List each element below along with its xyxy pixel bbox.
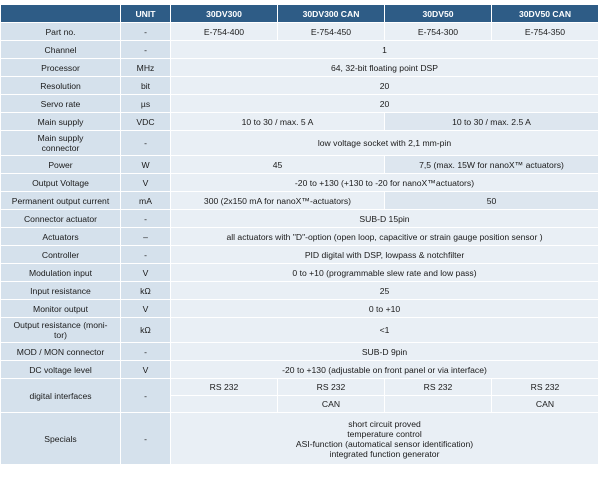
- row-label: Controller: [1, 246, 121, 264]
- output-current-30dv300: 300 (2x150 mA for nanoX™-actuators): [171, 192, 385, 210]
- part-no-30dv300-can: E-754-450: [278, 23, 385, 41]
- row-unit: V: [121, 174, 171, 192]
- label-line: Main supply: [37, 133, 84, 143]
- row-unit: -: [121, 379, 171, 413]
- specials-list: [171, 413, 599, 465]
- header-model-30dv50-can: 30DV50 CAN: [492, 5, 599, 23]
- row-specials: [1, 413, 599, 465]
- row-unit: VDC: [121, 113, 171, 131]
- part-no-30dv50-can: E-754-350: [492, 23, 599, 41]
- row-label: Connector actuator: [1, 210, 121, 228]
- row-label: Modulation input: [1, 264, 121, 282]
- row-power: [1, 156, 599, 174]
- row-unit: mA: [121, 192, 171, 210]
- row-connector-actuator: [1, 210, 599, 228]
- row-unit: kΩ: [121, 282, 171, 300]
- power-30dv50: 7,5 (max. 15W for nanoX™ actuators): [385, 156, 599, 174]
- label-line: connector: [41, 143, 80, 153]
- row-unit: -: [121, 23, 171, 41]
- row-value: <1: [171, 318, 599, 343]
- row-value: PID digital with DSP, lowpass & notchfilter: [171, 246, 599, 264]
- specials-item: integrated function generator: [329, 448, 440, 459]
- row-label: Processor: [1, 59, 121, 77]
- header-model-30dv50: 30DV50: [385, 5, 492, 23]
- row-value: -20 to +130 (adjustable on front panel or via interface): [171, 361, 599, 379]
- row-permanent-output-current: [1, 192, 599, 210]
- row-label: Power: [1, 156, 121, 174]
- row-value: 0 to +10 (programmable slew rate and low pass): [171, 264, 599, 282]
- row-label: Output Voltage: [1, 174, 121, 192]
- specials-item: short circuit proved: [348, 418, 421, 429]
- row-monitor-output: [1, 300, 599, 318]
- header-model-30dv300-can: 30DV300 CAN: [278, 5, 385, 23]
- row-unit: -: [121, 343, 171, 361]
- row-label: Resolution: [1, 77, 121, 95]
- row-label: digital interfaces: [1, 379, 121, 413]
- row-label: [1, 131, 121, 156]
- part-no-30dv300: E-754-400: [171, 23, 278, 41]
- row-output-resistance: [1, 318, 599, 343]
- row-resolution: [1, 77, 599, 95]
- row-value: all actuators with "D"-option (open loop, capacitive or strain gauge position sensor ): [171, 228, 599, 246]
- row-label: Specials: [1, 413, 121, 465]
- label-line: Output resistance (moni-: [13, 320, 108, 330]
- row-unit: W: [121, 156, 171, 174]
- row-channel: [1, 41, 599, 59]
- specials-item: temperature control: [347, 428, 422, 439]
- row-unit: -: [121, 41, 171, 59]
- can-30dv300-can: CAN: [278, 396, 385, 413]
- output-current-30dv50: 50: [385, 192, 599, 210]
- rs232-30dv300: RS 232: [171, 379, 278, 396]
- main-supply-30dv300: 10 to 30 / max. 5 A: [171, 113, 385, 131]
- row-label: Main supply: [1, 113, 121, 131]
- row-value: 0 to +10: [171, 300, 599, 318]
- row-label: Permanent output current: [1, 192, 121, 210]
- row-label: Actuators: [1, 228, 121, 246]
- rs232-30dv300-can: RS 232: [278, 379, 385, 396]
- row-label: Monitor output: [1, 300, 121, 318]
- row-main-supply: [1, 113, 599, 131]
- row-unit: MHz: [121, 59, 171, 77]
- row-value: 64, 32-bit floating point DSP: [171, 59, 599, 77]
- part-no-30dv50: E-754-300: [385, 23, 492, 41]
- row-unit: V: [121, 264, 171, 282]
- row-unit: kΩ: [121, 318, 171, 343]
- row-label: MOD / MON connector: [1, 343, 121, 361]
- row-unit: bit: [121, 77, 171, 95]
- row-label: Servo rate: [1, 95, 121, 113]
- row-unit: –: [121, 228, 171, 246]
- row-value: SUB-D 15pin: [171, 210, 599, 228]
- power-30dv300: 45: [171, 156, 385, 174]
- row-value: 20: [171, 95, 599, 113]
- row-value: low voltage socket with 2,1 mm-pin: [171, 131, 599, 156]
- row-part-no: [1, 23, 599, 41]
- specifications-table: [0, 4, 599, 465]
- row-controller: [1, 246, 599, 264]
- row-input-resistance: [1, 282, 599, 300]
- row-unit: µs: [121, 95, 171, 113]
- row-value: SUB-D 9pin: [171, 343, 599, 361]
- row-modulation-input: [1, 264, 599, 282]
- specials-item: ASI-function (automatical sensor identification): [295, 438, 474, 449]
- row-mod-mon-connector: [1, 343, 599, 361]
- row-unit: -: [121, 210, 171, 228]
- row-unit: -: [121, 131, 171, 156]
- rs232-30dv50-can: RS 232: [492, 379, 599, 396]
- row-value: 25: [171, 282, 599, 300]
- row-unit: -: [121, 246, 171, 264]
- header-model-30dv300: 30DV300: [171, 5, 278, 23]
- row-label: Input resistance: [1, 282, 121, 300]
- row-unit: V: [121, 361, 171, 379]
- header-row: [1, 5, 599, 23]
- main-supply-30dv50: 10 to 30 / max. 2.5 A: [385, 113, 599, 131]
- can-30dv50-can: CAN: [492, 396, 599, 413]
- row-output-voltage: [1, 174, 599, 192]
- row-value: 20: [171, 77, 599, 95]
- empty-cell: [385, 396, 492, 413]
- row-main-supply-connector: [1, 131, 599, 156]
- row-value: 1: [171, 41, 599, 59]
- rs232-30dv50: RS 232: [385, 379, 492, 396]
- spec-table-wrapper: [0, 4, 598, 465]
- header-blank: [1, 5, 121, 23]
- row-dc-voltage-level: [1, 361, 599, 379]
- row-label: Part no.: [1, 23, 121, 41]
- row-label: [1, 318, 121, 343]
- header-unit: UNIT: [121, 5, 171, 23]
- row-actuators: [1, 228, 599, 246]
- row-servo-rate: [1, 95, 599, 113]
- row-label: DC voltage level: [1, 361, 121, 379]
- row-digital-interfaces-rs232: [1, 379, 599, 396]
- row-value: -20 to +130 (+130 to -20 for nanoX™actuators): [171, 174, 599, 192]
- row-unit: -: [121, 413, 171, 465]
- label-line: tor): [54, 330, 67, 340]
- row-processor: [1, 59, 599, 77]
- row-label: Channel: [1, 41, 121, 59]
- row-unit: V: [121, 300, 171, 318]
- empty-cell: [171, 396, 278, 413]
